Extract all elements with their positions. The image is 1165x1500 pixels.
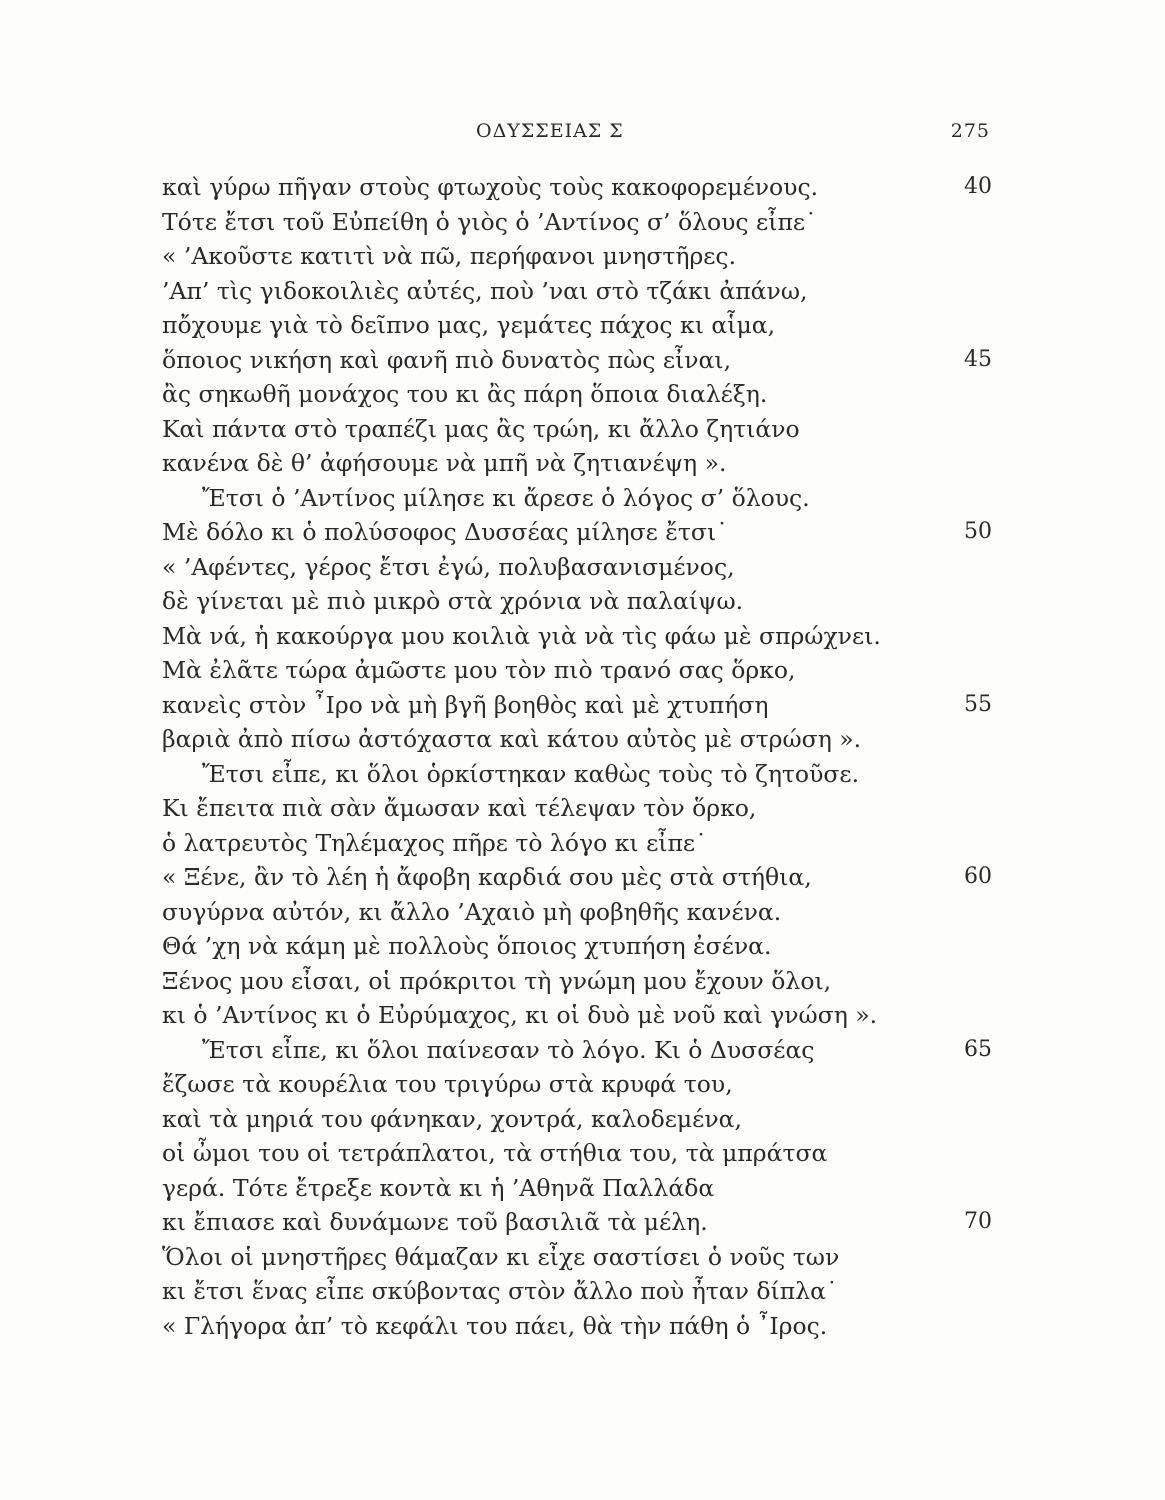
verse-text: Ἔτσι ὁ ’Αντίνος μίλησε κι ἄρεσε ὁ λόγος σ’ ὅλους.: [202, 483, 810, 512]
page-number: 275: [950, 120, 990, 142]
verse-text: ὅποιος νικήση καὶ φανῆ πιὸ δυνατὸς πὼς εἶναι,: [162, 345, 732, 374]
verse-line: [162, 826, 992, 861]
verse-text: κι ἔτσι ἕνας εἶπε σκύβοντας στὸν ἄλλο ποὺ ἦταν δίπλα˙: [162, 1277, 838, 1305]
verse-line: [162, 1309, 992, 1344]
verse-number: 50: [964, 519, 992, 544]
verse-text: Ξένος μου εἶσαι, οἱ πρόκριτοι τὴ γνώμη μου ἔχουν ὅλοι,: [162, 966, 832, 995]
verse-line: [162, 515, 992, 550]
verse-line: [162, 1205, 992, 1240]
verse-text: γερά. Τότε ἔτρεξε κοντὰ κι ἡ ’Αθηνᾶ Παλλάδα: [162, 1173, 715, 1202]
verse-text: οἱ ὦμοι του οἱ τετράπλατοι, τὰ στήθια του, τὰ μπράτσα: [162, 1139, 828, 1167]
verse-text: κι ἔπιασε καὶ δυνάμωνε τοῦ βασιλιᾶ τὰ μέλη.: [162, 1208, 708, 1236]
verse-text: Μὲ δόλο κι ὁ πολύσοφος Δυσσέας μίλησε ἔτσι˙: [162, 518, 728, 546]
verse-line: [162, 1171, 992, 1206]
verse-line: [162, 929, 992, 964]
verse-text: βαριὰ ἀπὸ πίσω ἀστόχαστα καὶ κάτου αὐτὸς μὲ στρώση ».: [162, 725, 862, 753]
verse-text: κι ὁ ’Αντίνος κι ὁ Εὐρύμαχος, κι οἱ δυὸ μὲ νοῦ καὶ γνώση ».: [162, 1001, 878, 1029]
verse-line: [162, 1102, 992, 1137]
verse-text: ὁ λατρευτὸς Τηλέμαχος πῆρε τὸ λόγο κι εἶπε˙: [162, 828, 707, 857]
verse-line: [162, 274, 992, 309]
verse-text: ἂς σηκωθῆ μονάχος του κι ἂς πάρη ὅποια διαλέξη.: [162, 380, 768, 408]
verse-text: Μὰ νά, ἡ κακούργα μου κοιλιὰ γιὰ νὰ τὶς φάω μὲ σπρώχνει.: [162, 621, 881, 650]
verse-number: 60: [964, 864, 992, 889]
verse-text: κανένα δὲ θ’ ἀφήσουμε νὰ μπῆ νὰ ζητιανέψη ».: [162, 449, 727, 477]
verse-line: [162, 964, 992, 999]
verse-text: « Γλήγορα ἀπ’ τὸ κεφάλι του πάει, θὰ τὴν πάθη ὁ ῏Ιρος.: [162, 1311, 828, 1340]
verse-text: « Ξένε, ἂν τὸ λέη ἡ ἄφοβη καρδιά σου μὲς στὰ στήθια,: [162, 863, 812, 891]
verse-number: 55: [964, 691, 992, 717]
verse-text: Ἔτσι εἶπε, κι ὅλοι παίνεσαν τὸ λόγο. Κι ὁ Δυσσέας: [202, 1035, 815, 1064]
verse-number: 45: [964, 346, 992, 372]
verse-text: καὶ τὰ μηριά του φάνηκαν, χοντρά, καλοδεμένα,: [162, 1104, 742, 1133]
verse-text: « ’Ακοῦστε κατιτὶ νὰ πῶ, περήφανοι μνηστῆρες.: [162, 242, 737, 270]
verse-number: 70: [964, 1209, 992, 1234]
verse-text: κανεὶς στὸν ῏Ιρο νὰ μὴ βγῆ βοηθὸς καὶ μὲ χτυπήση: [162, 690, 769, 719]
verse-line: [162, 1136, 992, 1171]
verse-text: ἔζωσε τὰ κουρέλια του τριγύρω στὰ κρυφά του,: [162, 1070, 733, 1098]
verse-line: [162, 584, 992, 619]
verse-line: [162, 239, 992, 274]
verse-number: 40: [964, 174, 992, 199]
running-head: [0, 112, 1165, 152]
verse-number: 65: [964, 1036, 992, 1062]
verse-line: [162, 377, 992, 412]
verse-line: [162, 619, 992, 654]
verse-line: [162, 308, 992, 343]
verse-text: Καὶ πάντα στὸ τραπέζι μας ἂς τρώη, κι ἄλλο ζητιάνο: [162, 414, 800, 443]
verse-line: [162, 343, 992, 378]
verse-text: πὄχουμε γιὰ τὸ δεῖπνο μας, γεμάτες πάχος κι αἷμα,: [162, 311, 776, 339]
verse-line: [162, 860, 992, 895]
verse-line: [162, 998, 992, 1033]
verse-text: Ἔτσι εἶπε, κι ὅλοι ὁρκίστηκαν καθὼς τοὺς τὸ ζητοῦσε.: [202, 759, 860, 788]
verse-block: [162, 170, 992, 1343]
verse-text: Τότε ἔτσι τοῦ Εὐπείθη ὁ γιὸς ὁ ’Αντίνος σ’ ὅλους εἶπε˙: [162, 207, 817, 236]
running-title: ΟΔΥΣΣΕΙΑΣ Σ: [476, 120, 624, 142]
verse-text: « ’Αφέντες, γέρος ἔτσι ἐγώ, πολυβασανισμένος,: [162, 552, 735, 581]
verse-text: ’Απ’ τὶς γιδοκοιλιὲς αὐτές, ποὺ ’ναι στὸ τζάκι ἀπάνω,: [162, 276, 808, 305]
verse-line: [162, 688, 992, 723]
verse-line: [162, 1067, 992, 1102]
verse-line: [162, 895, 992, 930]
verse-line: [162, 481, 992, 516]
verse-line: [162, 205, 992, 240]
verse-text: Κι ἔπειτα πιὰ σὰν ἄμωσαν καὶ τέλεψαν τὸν ὅρκο,: [162, 794, 757, 822]
verse-line: [162, 1274, 992, 1309]
verse-text: Ὅλοι οἱ μνηστῆρες θάμαζαν κι εἶχε σαστίσει ὁ νοῦς των: [162, 1242, 840, 1271]
verse-line: [162, 653, 992, 688]
verse-text: δὲ γίνεται μὲ πιὸ μικρὸ στὰ χρόνια νὰ παλαίψω.: [162, 587, 744, 615]
verse-line: [162, 446, 992, 481]
verse-line: [162, 722, 992, 757]
verse-line: [162, 550, 992, 585]
verse-line: [162, 170, 992, 205]
verse-line: [162, 1033, 992, 1068]
verse-text: συγύρνα αὐτόν, κι ἄλλο ’Αχαιὸ μὴ φοβηθῆς κανένα.: [162, 897, 782, 926]
verse-line: [162, 791, 992, 826]
verse-text: Μὰ ἐλᾶτε τώρα ἀμῶστε μου τὸν πιὸ τρανό σας ὅρκο,: [162, 656, 796, 684]
verse-line: [162, 1240, 992, 1275]
verse-text: καὶ γύρω πῆγαν στοὺς φτωχοὺς τοὺς κακοφορεμένους.: [162, 173, 819, 201]
verse-line: [162, 412, 992, 447]
verse-text: Θά ’χη νὰ κάμη μὲ πολλοὺς ὅποιος χτυπήση ἐσένα.: [162, 932, 772, 960]
verse-line: [162, 757, 992, 792]
